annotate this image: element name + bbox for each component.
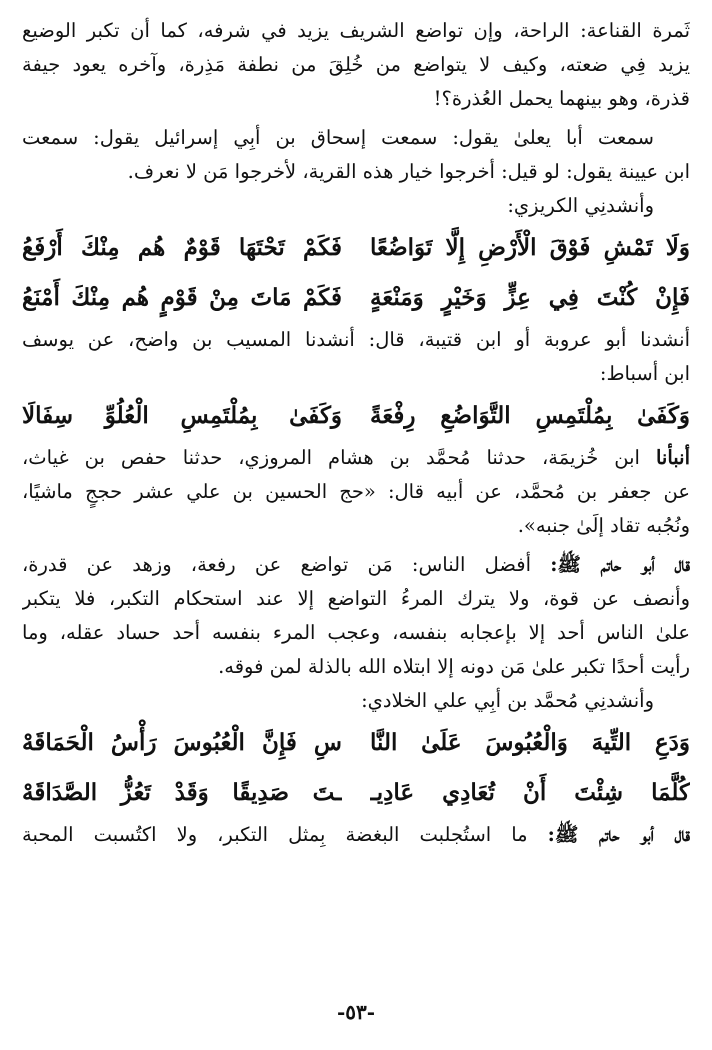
- verse-second-hemistich: فَكَمْ مَاتَ مِنْ قَوْمٍ هُم مِنْكَ أَمْنَعُ: [22, 284, 342, 311]
- verse: [22, 718, 690, 768]
- verse-first-hemistich: فَإِنْ كُنْتَ فِي عِزٍّ وَخَيْرٍ وَمَنْعَةٍ: [370, 284, 690, 311]
- text-line: قذرة، وهو بينهما يحمل العُذرة؟!: [433, 87, 690, 110]
- text-line: أنبأنا ابن خُزيمَة، حدثنا مُحمَّد بن هشام المروزي، حدثنا حفص بن غياث،: [22, 446, 690, 469]
- verse-second-hemistich: سِ فَإِنَّ الْعُبُوسَ رَأْسُ الْحَمَاقَهْ: [22, 729, 342, 756]
- text-line: وأنشدنِي مُحمَّد بن أبِي علي الخلادي:: [361, 689, 654, 712]
- text-line: قال أبو حاتم ﷺ: أفضل الناس: مَن تواضع عن رفعة، وزهد عن قدرة،: [22, 553, 690, 576]
- page-number: -٥٣-: [336, 1000, 376, 1024]
- verse-first-hemistich: وَلَا تَمْشِ فَوْقَ الْأَرْضِ إِلَّا تَوَاضُعًا: [370, 234, 690, 261]
- text-line: قال أبو حاتم ﷺ: ما استُجلبت البغضة بِمثل التكبر، ولا اكتُسبت المحبة: [22, 823, 690, 846]
- text-line: وأنشدنِي الكريزي:: [507, 194, 654, 217]
- text-line: ابن عيينة يقول: لو قيل: أخرجوا خيار هذه القرية، لأخرجوا مَن لا نعرف.: [127, 160, 690, 183]
- verse-second-hemistich: وَكَفَىٰ بِمُلْتَمِسِ الْعُلُوِّ سِفَالَا: [22, 402, 342, 429]
- text-line: سمعت أبا يعلىٰ يقول: سمعت إسحاق بن أبِي إسرائيل يقول: سمعت: [22, 126, 654, 149]
- verse-first-hemistich: وَدَعِ التِّيهَ وَالْعُبُوسَ عَلَىٰ النَّا: [370, 729, 690, 756]
- text-line: وأنصف عن قوة، ولا يترك المرءُ التواضع إلا عند استحكام التكبر، فلا يتكبر: [22, 587, 690, 610]
- verse-second-hemistich: فَكَمْ تَحْتَهَا قَوْمٌ هُم مِنْكَ أَرْفَعُ: [22, 234, 342, 261]
- verse-first-hemistich: كُلَّمَا شِئْتَ أَنْ تُعَادِي عَادِيـ: [370, 779, 690, 806]
- verse: [22, 223, 690, 273]
- text-line: علىٰ الناس أحد إلا بإعجابه بنفسه، وعجب المرء بنفسه أحد حساد عقله، وما: [22, 621, 690, 644]
- text-line: ابن أسباط:: [599, 362, 690, 385]
- text-line: يزيد فِي ضعته، وكيف لا يتواضع من خُلِقَ من نطفة مَذِرة، وآخره يعود جيفة: [22, 53, 690, 76]
- verse: [22, 768, 690, 818]
- verse-first-hemistich: وَكَفَىٰ بِمُلْتَمِسِ التَّوَاضُعِ رِفْعَةً: [370, 402, 690, 429]
- abu-hatim-label: قال أبو حاتم ﷺ:: [547, 823, 690, 846]
- anbana-label: أنبأنا: [655, 446, 690, 469]
- text-line: رأيت أحدًا تكبر علىٰ مَن دونه إلا ابتلاه الله بالذلة لمن فوقه.: [218, 655, 690, 678]
- abu-hatim-label: قال أبو حاتم ﷺ:: [550, 553, 690, 576]
- text-line: ونُجُبه تقاد إلَىٰ جنبه».: [517, 514, 690, 537]
- verse-second-hemistich: ـتَ صَدِيقًا وَقَدْ تَعُزُّ الصَّدَاقَهْ: [22, 779, 342, 806]
- text-line: عن جعفر بن مُحمَّد، عن أبيه قال: «حج الحسين بن علي عشر حججٍ ماشيًا،: [22, 480, 690, 503]
- verse: [22, 391, 690, 441]
- text-line: أنشدنا أبو عروبة أو ابن قتيبة، قال: أنشدنا المسيب بن واضح، عن يوسف: [22, 328, 690, 351]
- verse: [22, 273, 690, 323]
- document-page: [22, 14, 690, 1014]
- text-line: ثَمرة القناعة: الراحة، وإن تواضع الشريف يزيد في شرفه، كما أن تكبر الوضيع: [22, 19, 690, 42]
